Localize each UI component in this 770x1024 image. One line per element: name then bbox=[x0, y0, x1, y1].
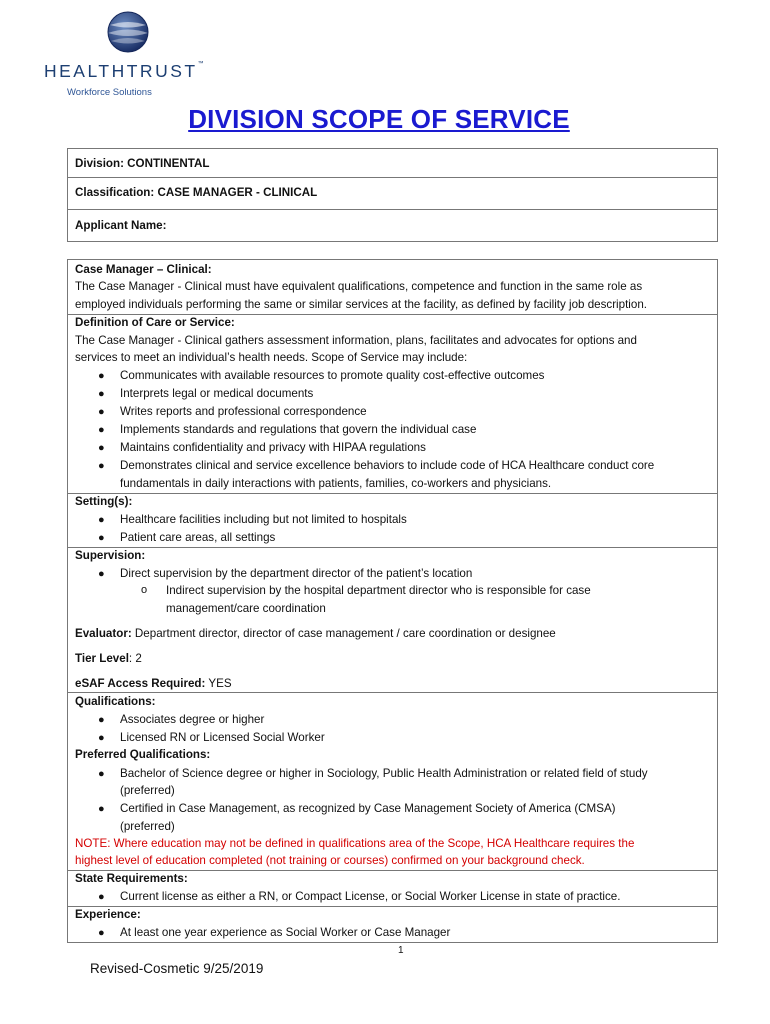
bullet-icon: ● bbox=[98, 460, 105, 472]
scope-table bbox=[67, 259, 718, 943]
list-item: Healthcare facilities including but not limited to hospitals bbox=[120, 513, 407, 526]
bullet-icon: ● bbox=[98, 388, 105, 400]
row-divider bbox=[68, 692, 717, 693]
list-item: Current license as either a RN, or Compact License, or Social Worker License in state of practice. bbox=[120, 890, 621, 903]
document-title: DIVISION SCOPE OF SERVICE bbox=[188, 104, 570, 134]
education-note: NOTE: Where education may not be defined in qualifications area of the Scope, HCA Healthcare requires the bbox=[75, 837, 635, 850]
division-field: Division: CONTINENTAL bbox=[75, 157, 210, 170]
list-item: Maintains confidentiality and privacy with HIPAA regulations bbox=[120, 441, 426, 454]
row-divider bbox=[68, 547, 717, 548]
tier-level-line: Tier Level: 2 bbox=[75, 652, 142, 665]
list-item: Licensed RN or Licensed Social Worker bbox=[120, 731, 325, 744]
bullet-icon: ● bbox=[98, 424, 105, 436]
bullet-icon: ● bbox=[98, 732, 105, 744]
list-item: Implements standards and regulations that govern the individual case bbox=[120, 423, 477, 436]
definition-heading: Definition of Care or Service: bbox=[75, 316, 235, 329]
bullet-icon: ● bbox=[98, 442, 105, 454]
preferred-qualifications-heading: Preferred Qualifications: bbox=[75, 748, 211, 761]
evaluator-line: Evaluator: Department director, director of case management / care coordination or designee bbox=[75, 627, 556, 640]
list-item: Demonstrates clinical and service excellence behaviors to include code of HCA Healthcare conduct core bbox=[120, 459, 655, 472]
applicant-name-field: Applicant Name: bbox=[68, 209, 717, 232]
list-item: Direct supervision by the department director of the patient’s location bbox=[120, 567, 473, 580]
row-divider bbox=[68, 906, 717, 907]
bullet-icon: ● bbox=[98, 370, 105, 382]
definition-text: The Case Manager - Clinical gathers assessment information, plans, facilitates and advocates for options and bbox=[75, 334, 637, 347]
case-manager-text: The Case Manager - Clinical must have equivalent qualifications, competence and function in the same role as bbox=[75, 280, 643, 293]
row-divider bbox=[68, 870, 717, 871]
sub-list-item: Indirect supervision by the hospital department director who is responsible for case bbox=[166, 584, 591, 597]
row-divider bbox=[68, 314, 717, 315]
list-item-continuation: (preferred) bbox=[120, 820, 175, 833]
list-item: Interprets legal or medical documents bbox=[120, 387, 314, 400]
education-note: highest level of education completed (not training or courses) confirmed on your background check. bbox=[75, 854, 585, 867]
info-table bbox=[67, 148, 718, 242]
sub-list-item-continuation: management/care coordination bbox=[166, 602, 326, 615]
list-item: Communicates with available resources to promote quality cost-effective outcomes bbox=[120, 369, 545, 382]
bullet-icon: ● bbox=[98, 532, 105, 544]
case-manager-heading: Case Manager – Clinical: bbox=[75, 263, 212, 276]
bullet-icon: ● bbox=[98, 891, 105, 903]
logo-wordmark: HEALTHTRUST™ bbox=[44, 61, 204, 81]
bullet-icon: ● bbox=[98, 568, 105, 580]
logo-subtitle: Workforce Solutions bbox=[67, 87, 152, 98]
bullet-icon: ● bbox=[98, 406, 105, 418]
qualifications-heading: Qualifications: bbox=[75, 695, 156, 708]
bullet-icon: ● bbox=[98, 514, 105, 526]
list-item: At least one year experience as Social Worker or Case Manager bbox=[120, 926, 451, 939]
list-item-continuation: fundamentals in daily interactions with patients, families, co-workers and physicians. bbox=[120, 477, 552, 490]
list-item-continuation: (preferred) bbox=[120, 784, 175, 797]
globe-icon bbox=[106, 10, 150, 54]
revision-footer: Revised-Cosmetic 9/25/2019 bbox=[90, 961, 264, 976]
case-manager-text: employed individuals performing the same or similar services at the facility, as defined by facility job description. bbox=[75, 298, 647, 311]
list-item: Writes reports and professional correspondence bbox=[120, 405, 367, 418]
bullet-icon: ● bbox=[98, 768, 105, 780]
list-item: Patient care areas, all settings bbox=[120, 531, 276, 544]
healthtrust-logo bbox=[44, 8, 204, 98]
classification-field: Classification: CASE MANAGER - CLINICAL bbox=[68, 177, 717, 199]
experience-heading: Experience: bbox=[75, 908, 141, 921]
bullet-icon: ● bbox=[98, 927, 105, 939]
state-requirements-heading: State Requirements: bbox=[75, 872, 188, 885]
supervision-heading: Supervision: bbox=[75, 549, 146, 562]
list-item: Associates degree or higher bbox=[120, 713, 265, 726]
definition-text: services to meet an individual’s health needs. Scope of Service may include: bbox=[75, 351, 468, 364]
bullet-icon: ● bbox=[98, 714, 105, 726]
page-number: 1 bbox=[398, 945, 404, 956]
settings-heading: Setting(s): bbox=[75, 495, 133, 508]
esaf-line: eSAF Access Required: YES bbox=[75, 677, 232, 690]
row-divider bbox=[68, 493, 717, 494]
list-item: Bachelor of Science degree or higher in Sociology, Public Health Administration or related field of study bbox=[120, 767, 648, 780]
sub-bullet-icon: o bbox=[141, 584, 148, 596]
bullet-icon: ● bbox=[98, 803, 105, 815]
list-item: Certified in Case Management, as recognized by Case Management Society of America (CMSA) bbox=[120, 802, 616, 815]
